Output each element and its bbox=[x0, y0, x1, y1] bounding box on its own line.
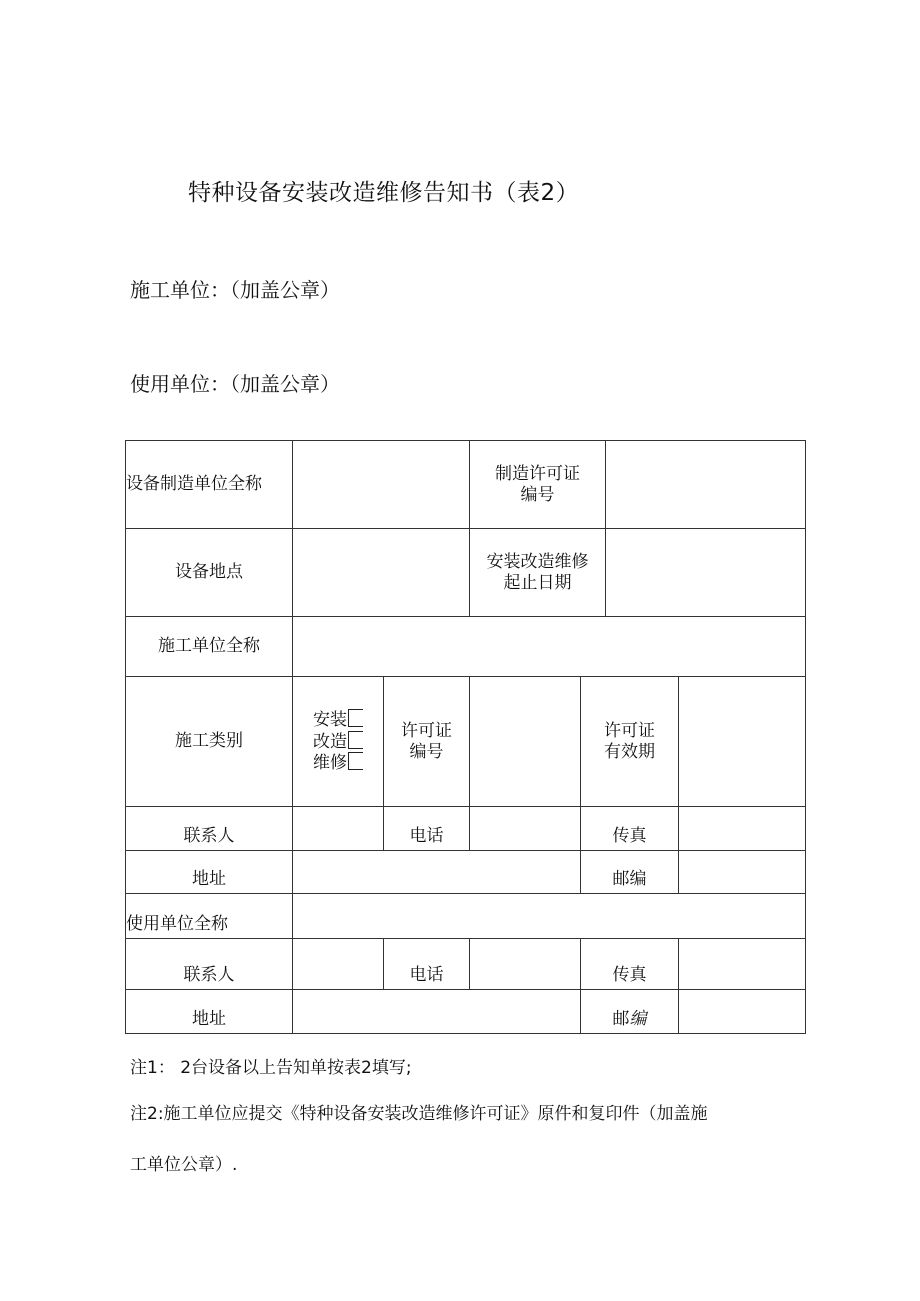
mfr-license-value[interactable] bbox=[606, 441, 806, 529]
fax-label-2: 传真 bbox=[581, 939, 679, 990]
dates-label-l2: 起止日期 bbox=[503, 572, 572, 593]
modify-checkbox[interactable] bbox=[348, 731, 363, 749]
install-checkbox[interactable] bbox=[348, 709, 363, 727]
address-label-1: 地址 bbox=[126, 851, 293, 894]
dates-label-l1: 安装改造维修 bbox=[486, 552, 589, 573]
construction-type-options bbox=[293, 677, 384, 807]
address-value-1[interactable] bbox=[293, 851, 581, 894]
license-no-value[interactable] bbox=[470, 677, 581, 807]
license-valid-label-l2: 有效期 bbox=[604, 741, 655, 762]
license-no-label-l2: 编号 bbox=[409, 741, 444, 762]
address-label-2: 地址 bbox=[126, 990, 293, 1034]
mfr-license-label bbox=[470, 441, 606, 529]
address-value-2[interactable] bbox=[293, 990, 581, 1034]
contact-value-1[interactable] bbox=[293, 807, 384, 851]
note-2-continued: 工单位公章）. bbox=[130, 1155, 238, 1175]
contact-value-2[interactable] bbox=[293, 939, 384, 990]
postcode-label-1: 邮编 bbox=[581, 851, 679, 894]
fax-value-2[interactable] bbox=[679, 939, 806, 990]
construction-full-name-label: 施工单位全称 bbox=[126, 617, 293, 677]
location-label: 设备地点 bbox=[126, 529, 293, 617]
user-unit-line: 使用单位：（加盖公章） bbox=[130, 372, 340, 396]
phone-value-2[interactable] bbox=[470, 939, 581, 990]
postcode-label-2-a: 邮 bbox=[612, 1008, 630, 1029]
user-full-name-value[interactable] bbox=[293, 894, 806, 939]
dates-label bbox=[470, 529, 606, 617]
phone-label-1: 电话 bbox=[384, 807, 470, 851]
location-value[interactable] bbox=[293, 529, 470, 617]
mfr-full-name-label: 设备制造单位全称 bbox=[126, 441, 293, 529]
type-install-label: 安装 bbox=[313, 710, 347, 731]
postcode-value-2[interactable] bbox=[679, 990, 806, 1034]
type-modify-option[interactable] bbox=[313, 732, 363, 752]
fax-value-1[interactable] bbox=[679, 807, 806, 851]
fax-label-1: 传真 bbox=[581, 807, 679, 851]
mfr-license-label-l2: 编号 bbox=[520, 484, 555, 505]
dates-value[interactable] bbox=[606, 529, 806, 617]
postcode-label-2-b: 编 bbox=[629, 1008, 647, 1029]
mfr-license-label-l1: 制造许可证 bbox=[495, 464, 580, 485]
license-no-label-l1: 许可证 bbox=[401, 721, 452, 742]
type-repair-option[interactable] bbox=[313, 753, 363, 773]
table-row bbox=[126, 677, 806, 807]
table-row bbox=[126, 894, 806, 939]
license-valid-label bbox=[581, 677, 679, 807]
note-1: 注1： 2台设备以上告知单按表2填写; bbox=[130, 1058, 412, 1078]
license-valid-value[interactable] bbox=[679, 677, 806, 807]
table-row bbox=[126, 939, 806, 990]
phone-value-1[interactable] bbox=[470, 807, 581, 851]
table-row bbox=[126, 851, 806, 894]
type-install-option[interactable] bbox=[313, 710, 363, 730]
type-repair-label: 维修 bbox=[313, 753, 347, 774]
license-valid-label-l1: 许可证 bbox=[604, 721, 655, 742]
contact-label-2: 联系人 bbox=[126, 939, 293, 990]
note-2: 注2:施工单位应提交《特种设备安装改造维修许可证》原件和复印件（加盖施 bbox=[130, 1104, 708, 1124]
postcode-value-1[interactable] bbox=[679, 851, 806, 894]
license-no-label bbox=[384, 677, 470, 807]
construction-type-label: 施工类别 bbox=[126, 677, 293, 807]
type-modify-label: 改造 bbox=[313, 731, 347, 752]
table-row bbox=[126, 807, 806, 851]
postcode-label-2 bbox=[581, 990, 679, 1034]
user-full-name-label: 使用单位全称 bbox=[126, 894, 293, 939]
construction-unit-line: 施工单位：（加盖公章） bbox=[130, 278, 340, 302]
construction-full-name-value[interactable] bbox=[293, 617, 806, 677]
mfr-full-name-value[interactable] bbox=[293, 441, 470, 529]
contact-label-1: 联系人 bbox=[126, 807, 293, 851]
table-row bbox=[126, 617, 806, 677]
document-title: 特种设备安装改造维修告知书（表2） bbox=[188, 180, 580, 206]
phone-label-2: 电话 bbox=[384, 939, 470, 990]
repair-checkbox[interactable] bbox=[348, 752, 363, 770]
table-row bbox=[126, 529, 806, 617]
table-row bbox=[126, 990, 806, 1034]
table-row bbox=[126, 441, 806, 529]
notification-form-table bbox=[125, 440, 806, 1034]
